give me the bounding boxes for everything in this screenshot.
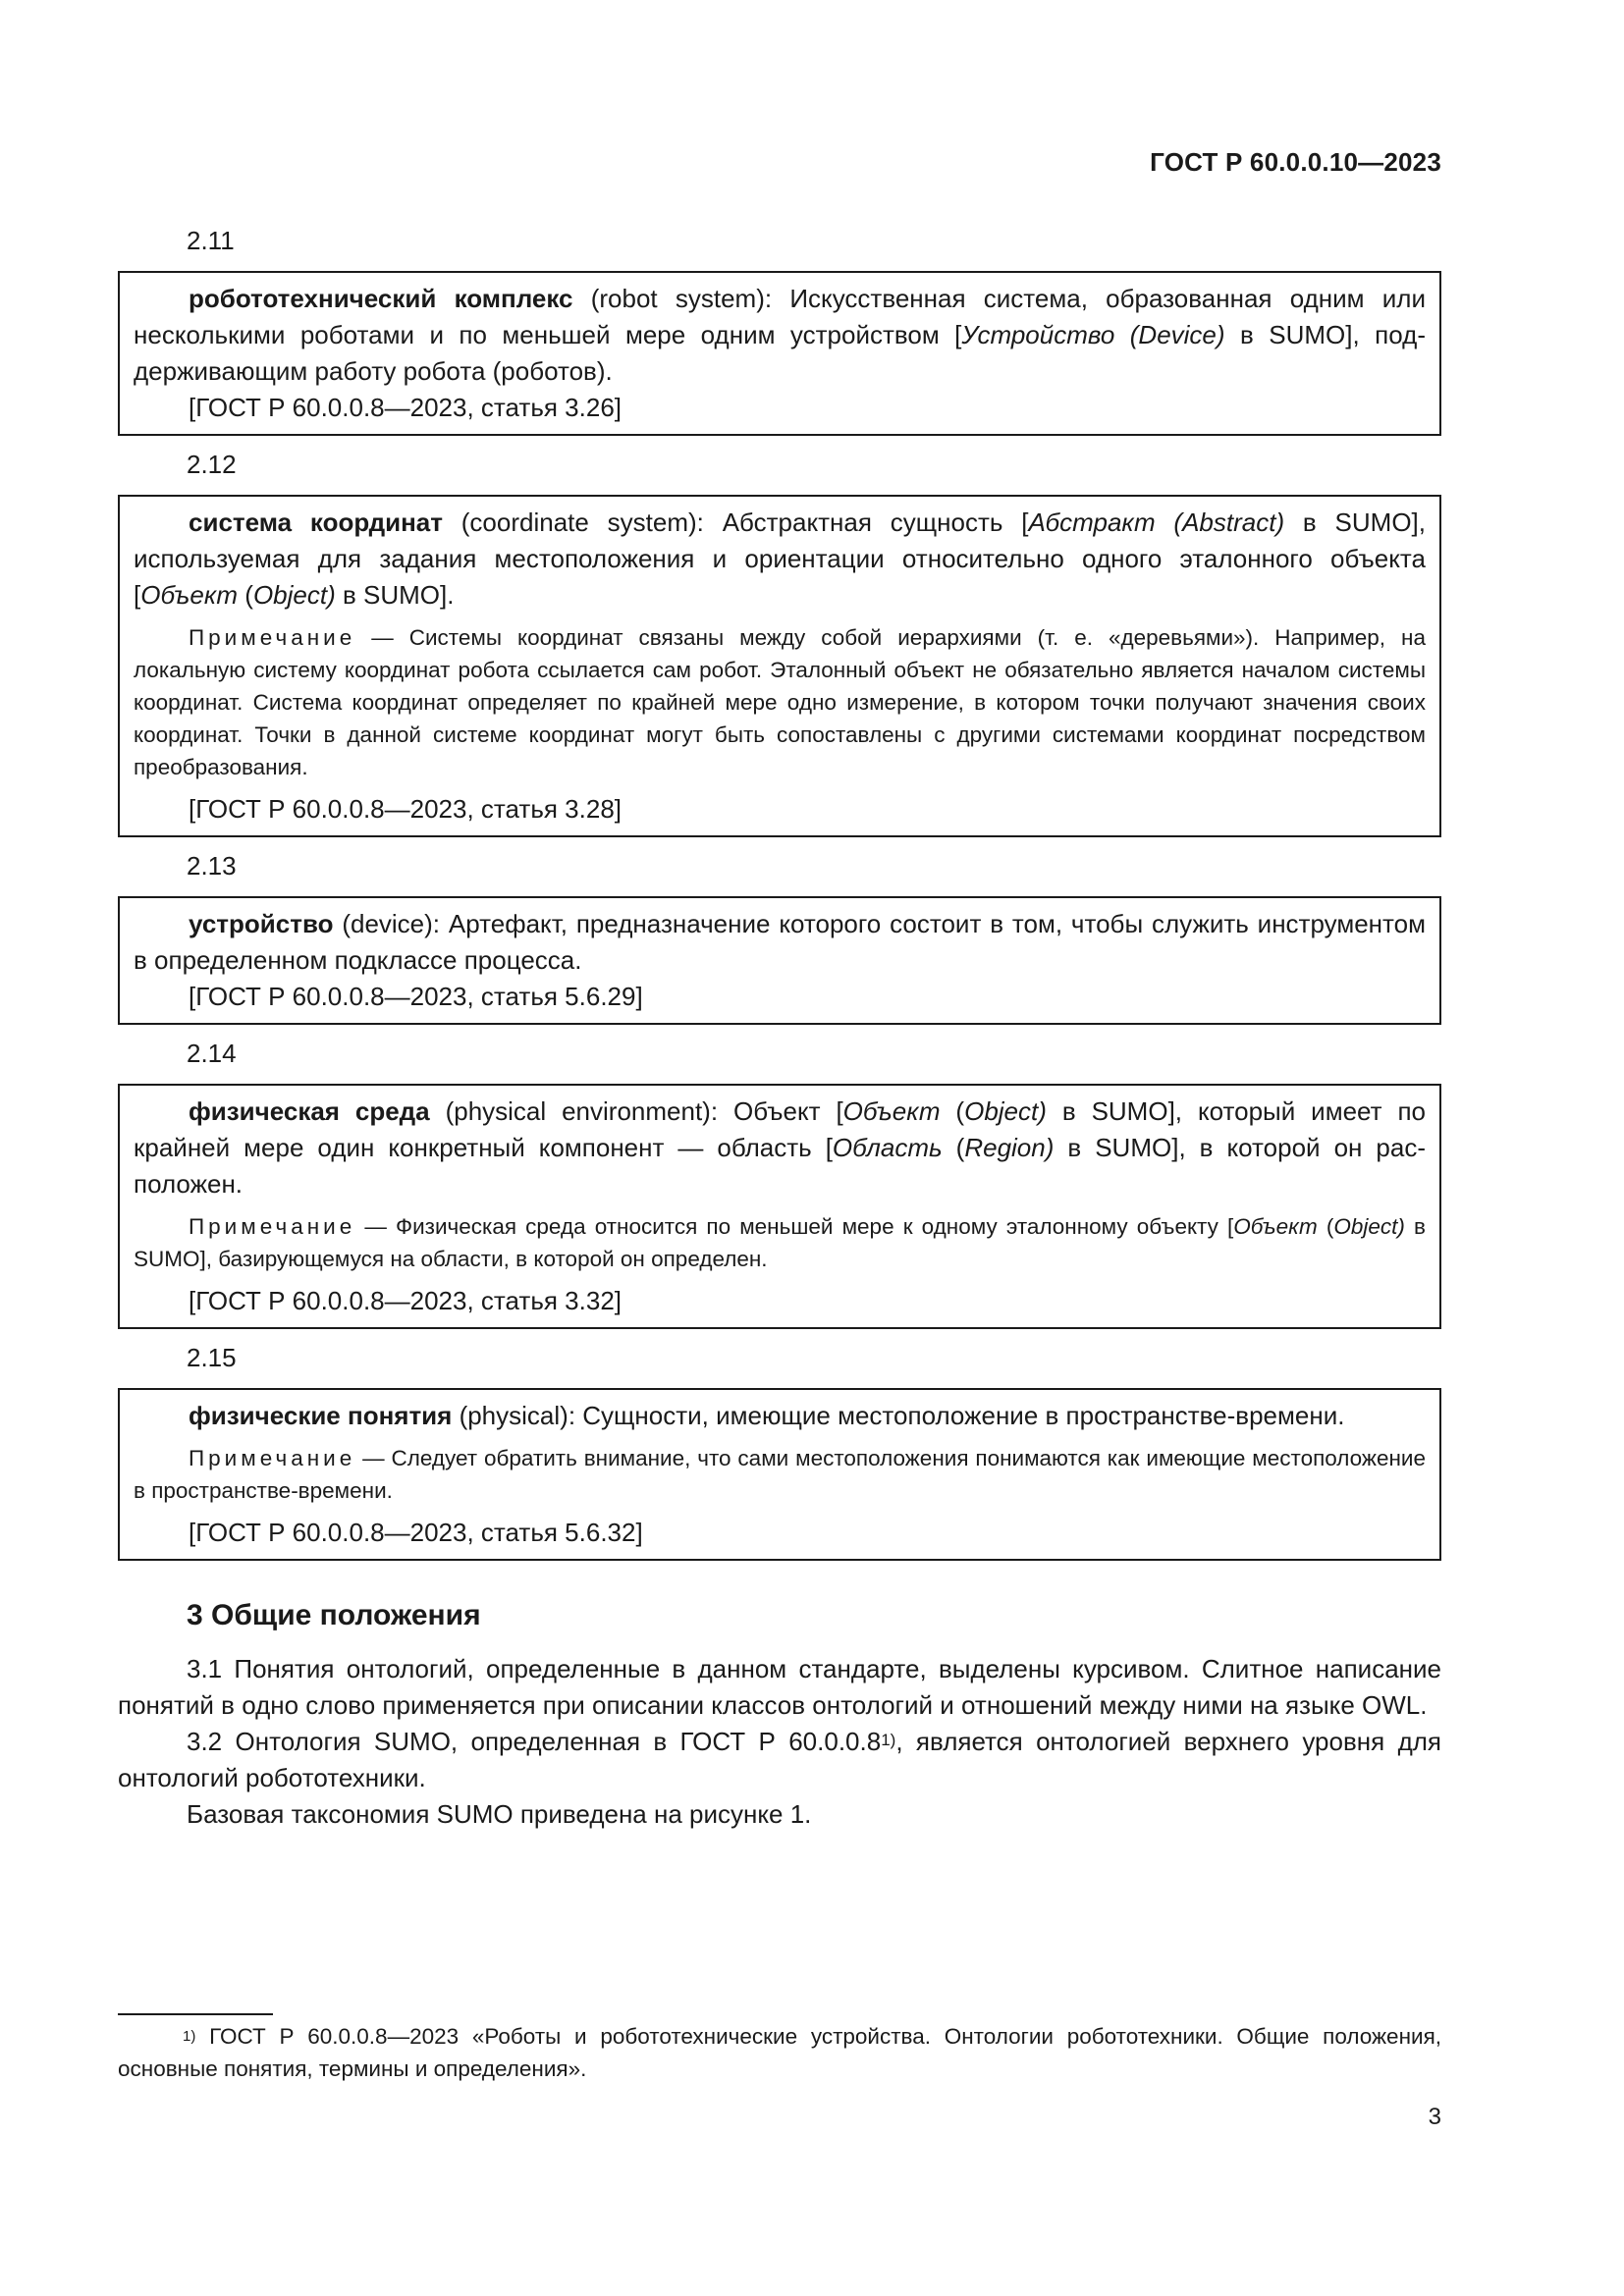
paragraph-3-1: 3.1 Понятия онтологий, определенные в данном стандарте, выделены курсивом. Слитное написание понятий в одно слово применяется при описании классов онтологий и отношений между ними на языке OWL. <box>118 1654 1441 1720</box>
paragraph-3-2: 3.2 Онтология SUMO, определенная в ГОСТ Р 60.0.0.8$^{1)}$, является онтологией верхнего уровня для онтологий робототехники. <box>118 1727 1441 1792</box>
term-number: 2.13 <box>187 851 237 881</box>
term-definition: физическая среда (physical environment): Объект [Объект (Object) в SUMO], который имеет по крайней мере один конкретный компонент — область [Область (Region) в SUMO], в которой он расположен. <box>134 1096 1426 1199</box>
paragraph-taxonomy: Базовая таксономия SUMO приведена на рисунке 1. <box>187 1799 812 1829</box>
term-reference: [ГОСТ Р 60.0.0.8—2023, статья 5.6.29] <box>189 982 643 1011</box>
note-label: Примечание <box>189 625 356 650</box>
term-reference: [ГОСТ Р 60.0.0.8—2023, статья 3.28] <box>189 794 622 824</box>
term-reference: [ГОСТ Р 60.0.0.8—2023, статья 3.32] <box>189 1286 622 1315</box>
term-entry-robot-system <box>118 271 1441 436</box>
footnote-separator <box>118 2013 273 2015</box>
note-label: Примечание <box>189 1446 356 1470</box>
term-reference: [ГОСТ Р 60.0.0.8—2023, статья 5.6.32] <box>189 1518 643 1547</box>
note-label: Примечание <box>189 1214 356 1239</box>
main-content <box>118 218 1441 1833</box>
footnote-reference: 1) <box>881 1731 896 1749</box>
term-title: физические понятия <box>189 1401 453 1430</box>
page-number: 3 <box>1428 2104 1441 2130</box>
term-entry-device <box>118 896 1441 1025</box>
term-title: физическая среда <box>189 1096 430 1126</box>
footnote-mark: 1) <box>183 2028 196 2045</box>
term-reference: [ГОСТ Р 60.0.0.8—2023, статья 3.26] <box>189 393 622 422</box>
term-definition: система координат (coordinate system): Абстрактная сущность [Абстракт (Abstract) в SUMO], используемая для задания местоположения и ориентации относительно одного эталонного объекта [Объект (Object) в SUMO]. <box>134 507 1426 610</box>
footnote: $^{1)}$ ГОСТ Р 60.0.0.8—2023 «Роботы и робототехнические устройства. Онтологии робототехники. Общие положения, основные понятия, термины и определения». <box>118 2024 1441 2081</box>
term-number: 2.15 <box>187 1343 237 1372</box>
section-title: 3 Общие положения <box>187 1599 481 1631</box>
term-definition: робототехнический комплекс (robot system): Искусственная система, образованная одним или несколькими роботами и по меньшей мере одним устройством [Устройство (Device) в SUMO], поддерживающим работу робота (роботов). <box>134 284 1426 386</box>
term-entry-physical <box>118 1388 1441 1561</box>
term-note: Примечание — Следует обратить внимание, что сами местоположения понимаются как имеющие местоположение в пространстве-времени. <box>134 1446 1426 1503</box>
term-definition: физические понятия (physical): Сущности, имеющие местоположение в пространстве-времени. <box>189 1401 1345 1430</box>
document-code-header: ГОСТ Р 60.0.0.10—2023 <box>1150 147 1441 177</box>
term-title: робототехнический комплекс <box>189 284 573 313</box>
term-entry-physical-environment <box>118 1084 1441 1329</box>
term-number: 2.11 <box>187 226 235 255</box>
term-number: 2.12 <box>187 450 237 479</box>
term-title: устройство <box>189 909 334 938</box>
term-number: 2.14 <box>187 1039 237 1068</box>
term-entry-coordinate-system <box>118 495 1441 837</box>
term-note: Примечание — Физическая среда относится по меньшей мере к одному эталонному объекту [Объект (Object) в SUMO], базирующемуся на области, в которой он определен. <box>134 1214 1426 1271</box>
term-definition: устройство (device): Артефакт, предназначение которого состоит в том, чтобы служить инструментом в определенном подклассе процесса. <box>134 909 1426 975</box>
term-note: Примечание — Системы координат связаны между собой иерархиями (т. е. «деревьями»). Например, на локальную систему координат робота ссылается сам робот. Эталонный объект не обязательно является началом системы координат. Система координат определяет по крайней мере одно измерение, в котором точки получают значения своих координат. Точки в данной системе координат могут быть сопоставлены с другими системами координат посредством преобразования. <box>134 625 1426 779</box>
term-title: система координат <box>189 507 443 537</box>
